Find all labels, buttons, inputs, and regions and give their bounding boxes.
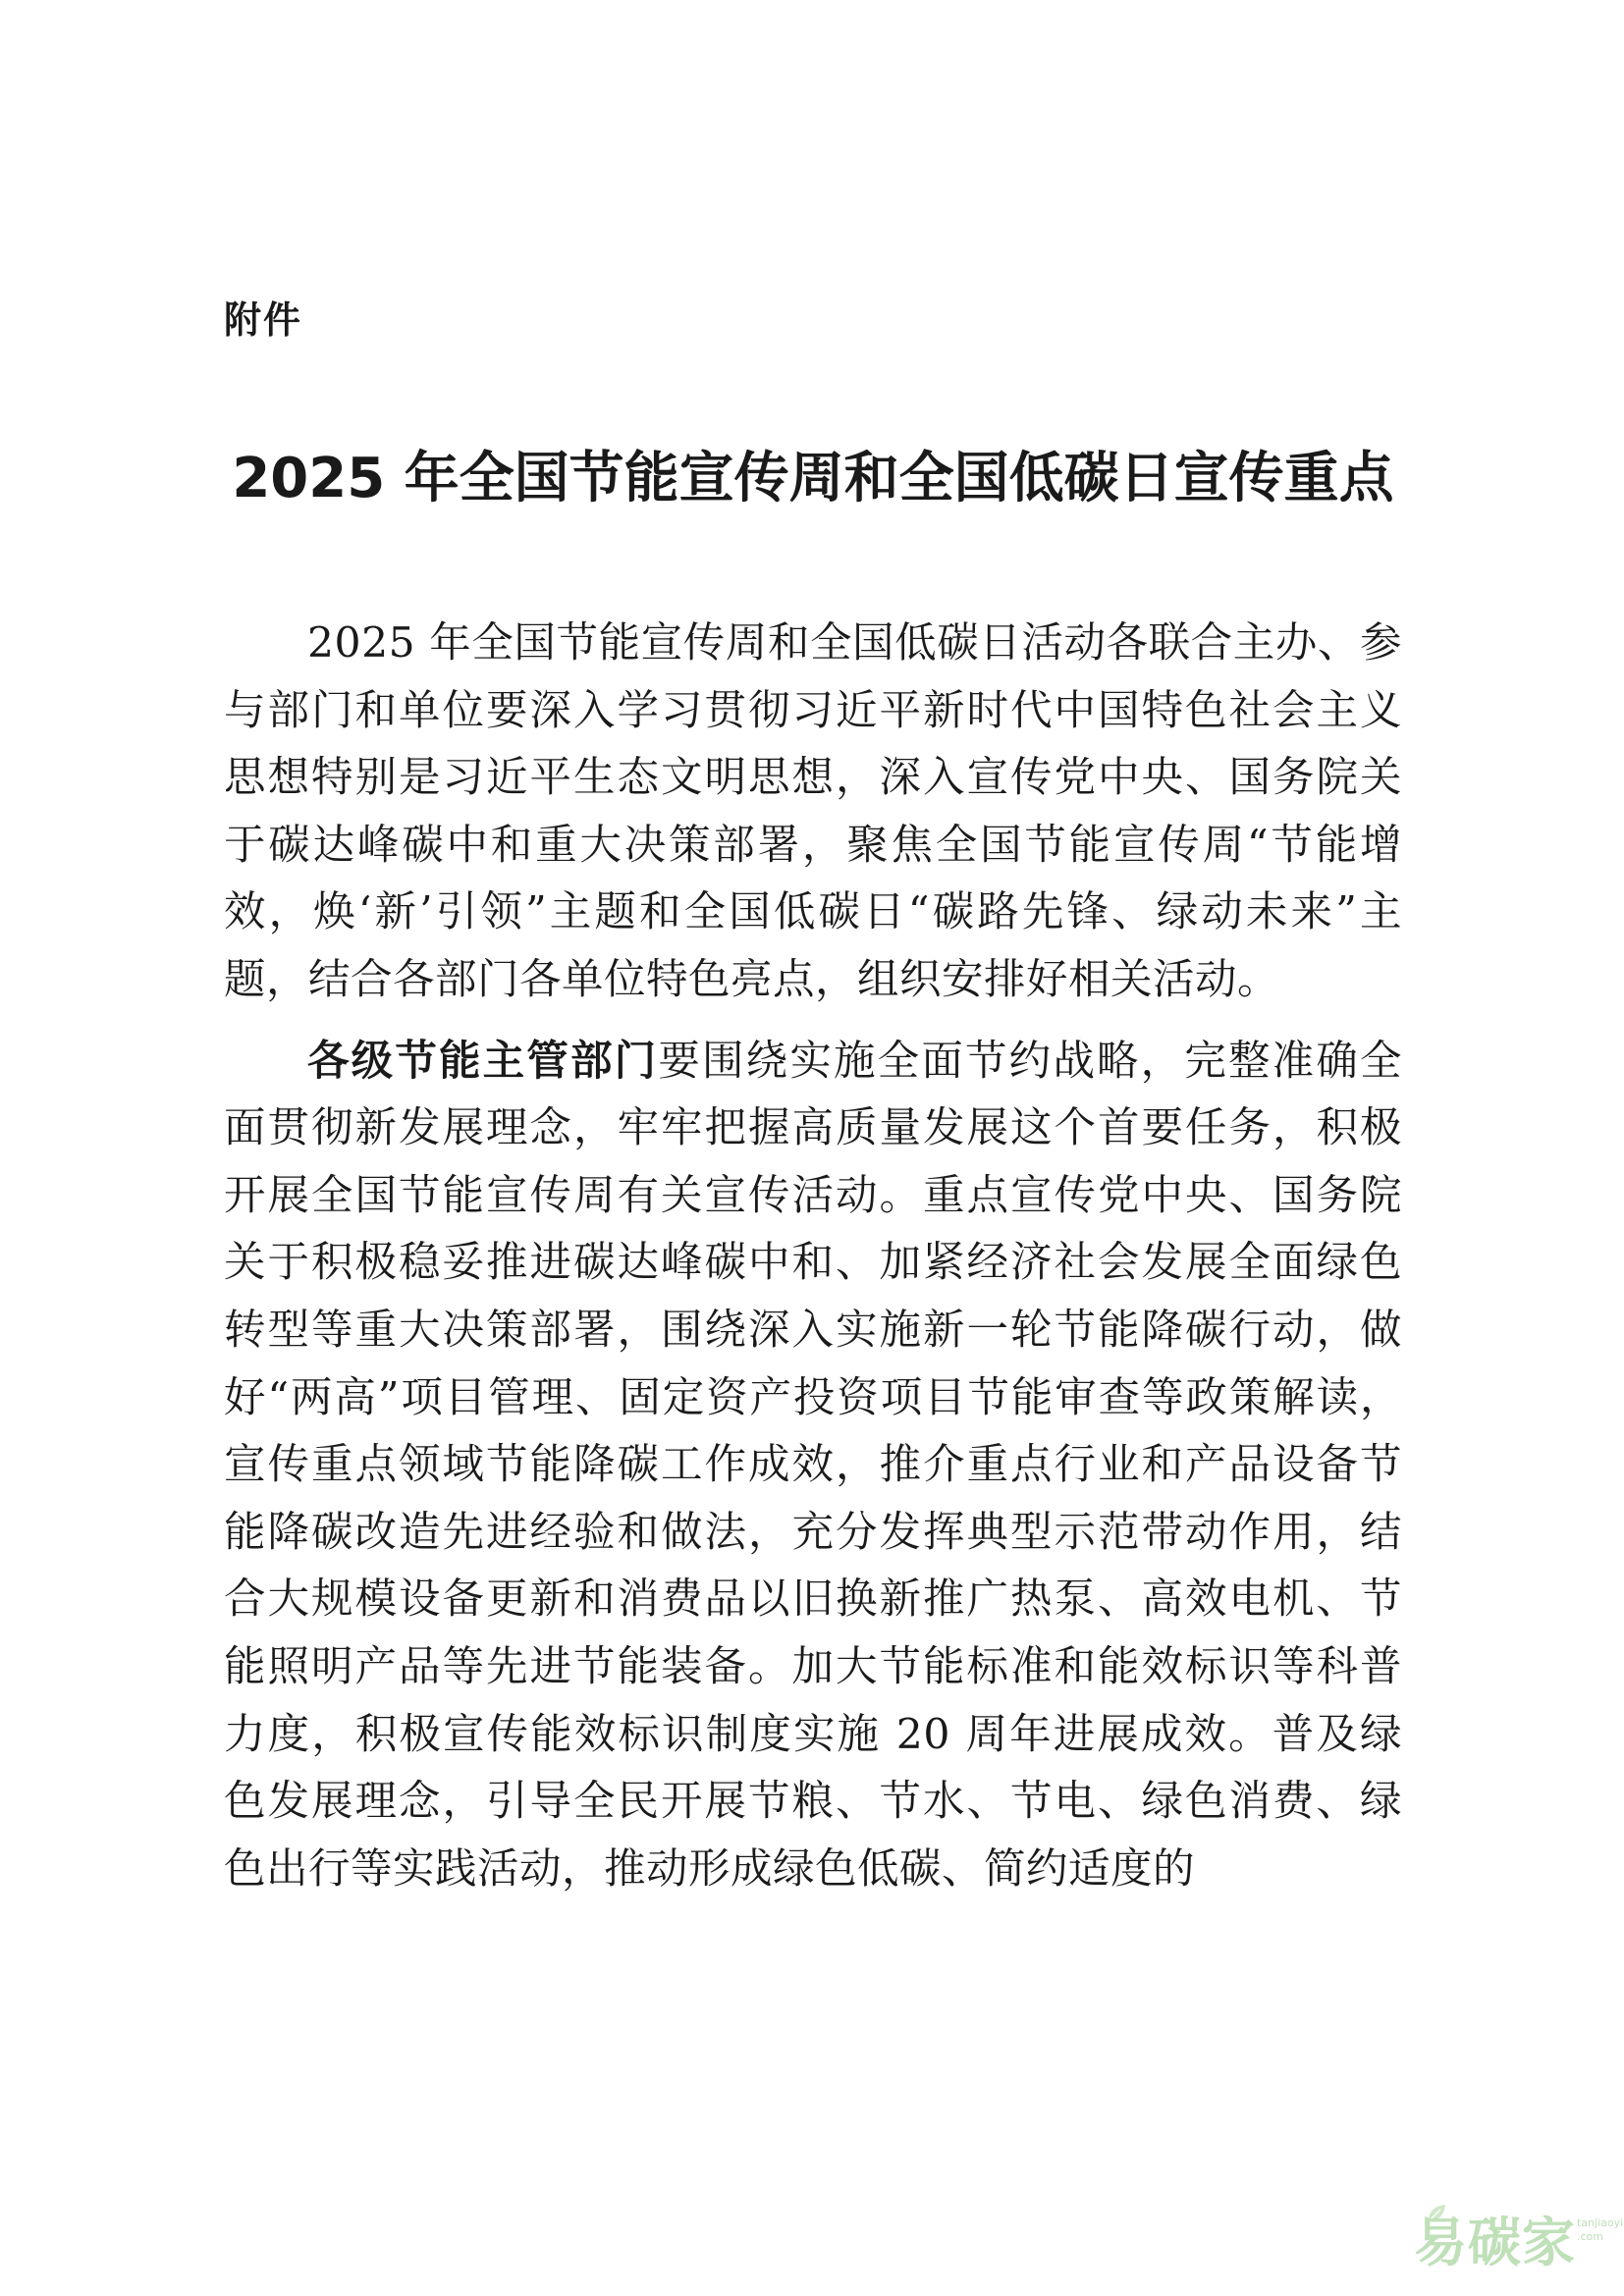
watermark-domain-line1: tanjiaoyi: [1577, 2216, 1624, 2229]
document-title: 2025 年全国节能宣传周和全国低碳日宣传重点: [232, 447, 1394, 510]
paragraph-2: [224, 1029, 1402, 1904]
watermark-domain-line2: .com: [1577, 2230, 1603, 2243]
paragraph-lead: 各级节能主管部门: [307, 1037, 659, 1086]
watermark-domain: [1577, 2216, 1623, 2244]
paragraph-text: 要围绕实施全面节约战略，完整准确全面贯彻新发展理念，牢牢把握高质量发展这个首要任务，积极开展全国节能宣传周有关宣传活动。重点宣传党中央、国务院关于积极稳妥推进碳达峰碳中和、加紧经济社会发展全面绿色转型等重大决策部署，围绕深入实施新一轮节能降碳行动，做好“两高”项目管理、固定资产投资项目节能审查等政策解读，宣传重点领域节能降碳工作成效，推介重点行业和产品设备节能降碳改造先进经验和做法，充分发挥典型示范带动作用，结合大规模设备更新和消费品以旧换新推广热泵、高效电机、节能照明产品等先进节能装备。加大节能标准和能效标识等科普力度，积极宣传能效标识制度实施 20 周年进展成效。普及绿色发展理念，引导全民开展节粮、节水、节电、绿色消费、绿色出行等实践活动，推动形成绿色低碳、简约适度的: [224, 1037, 1402, 1894]
watermark-text: 易碳家: [1414, 2212, 1576, 2273]
document-body: [224, 611, 1402, 1903]
watermark-logo: [1414, 2207, 1624, 2285]
paragraph-text: 2025 年全国节能宣传周和全国低碳日活动各联合主办、参与部门和单位要深入学习贯彻习近平新时代中国特色社会主义思想特别是习近平生态文明思想，深入宣传党中央、国务院关于碳达峰碳中和重大决策部署，聚焦全国节能宣传周“节能增效，焕‘新’引领”主题和全国低碳日“碳路先锋、绿动未来”主题，结合各部门各单位特色亮点，组织安排好相关活动。: [224, 619, 1402, 1004]
attachment-label: 附件: [224, 298, 303, 342]
paragraph-1: [224, 611, 1402, 1015]
